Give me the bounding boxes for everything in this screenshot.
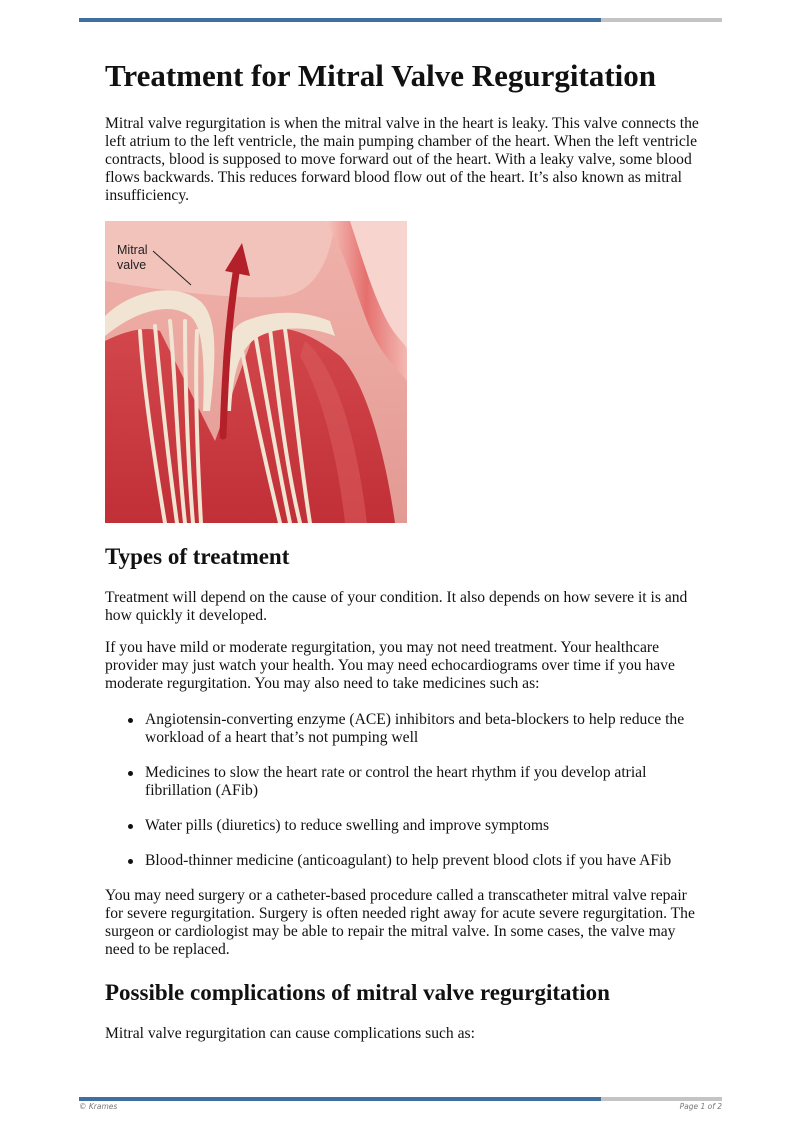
figure-label-line2: valve bbox=[117, 258, 147, 272]
bullet-icon bbox=[128, 771, 133, 776]
section-heading-complications: Possible complications of mitral valve regurgitation bbox=[105, 980, 610, 1005]
list-item bbox=[125, 711, 705, 747]
article bbox=[105, 58, 705, 1043]
section-heading-types: Types of treatment bbox=[105, 544, 290, 569]
types-paragraph-3: You may need surgery or a catheter-based procedure called a transcatheter mitral valve repair for severe regurgitation. Surgery is often needed right away for acute severe regurgitation. The surgeon or cardiologist may be able to repair the mitral valve. In some cases, the valve may need to be replaced. bbox=[105, 887, 695, 958]
list-item bbox=[125, 817, 705, 835]
footer-copyright: © Krames bbox=[79, 1102, 118, 1111]
intro-paragraph: Mitral valve regurgitation is when the mitral valve in the heart is leaky. This valve connects the left atrium to the left ventricle, the main pumping chamber of the heart. When the left ventricle contracts, blood is supposed to move forward out of the heart. With a leaky valve, some blood flows backwards. This reduces forward blood flow out of the heart. It’s also known as mitral insufficiency. bbox=[105, 115, 699, 204]
bottom-rule-blue bbox=[79, 1097, 601, 1101]
list-item-text: Blood-thinner medicine (anticoagulant) to help prevent blood clots if you have AFib bbox=[145, 852, 672, 869]
list-item-text: Angiotensin-converting enzyme (ACE) inhibitors and beta-blockers to help reduce the workload of a heart that’s not pumping well bbox=[145, 711, 685, 746]
bottom-rule bbox=[79, 1097, 722, 1101]
list-item bbox=[125, 764, 705, 800]
top-rule bbox=[79, 18, 722, 22]
list-item-text: Water pills (diuretics) to reduce swelling and improve symptoms bbox=[145, 817, 550, 834]
bullet-icon bbox=[128, 859, 133, 864]
mitral-valve-illustration bbox=[105, 221, 407, 523]
list-item-text: Medicines to slow the heart rate or control the heart rhythm if you develop atrial fibrillation (AFib) bbox=[145, 764, 647, 799]
top-rule-blue bbox=[79, 18, 601, 22]
page-title: Treatment for Mitral Valve Regurgitation bbox=[105, 58, 657, 93]
top-rule-grey bbox=[601, 18, 722, 22]
complications-paragraph-1: Mitral valve regurgitation can cause complications such as: bbox=[105, 1025, 475, 1042]
types-paragraph-2: If you have mild or moderate regurgitation, you may not need treatment. Your healthcare provider may just watch your health. You may need echocardiograms over time if you have moderate regurgitation. You may also need to take medicines such as: bbox=[105, 639, 675, 692]
list-item bbox=[125, 852, 705, 870]
types-paragraph-1: Treatment will depend on the cause of your condition. It also depends on how severe it is and how quickly it developed. bbox=[105, 589, 688, 624]
bottom-rule-grey bbox=[601, 1097, 722, 1101]
bullet-icon bbox=[128, 718, 133, 723]
bullet-icon bbox=[128, 824, 133, 829]
footer-page-number: Page 1 of 2 bbox=[679, 1102, 722, 1111]
figure-label-line1: Mitral bbox=[117, 243, 148, 257]
medicine-list bbox=[125, 711, 705, 870]
